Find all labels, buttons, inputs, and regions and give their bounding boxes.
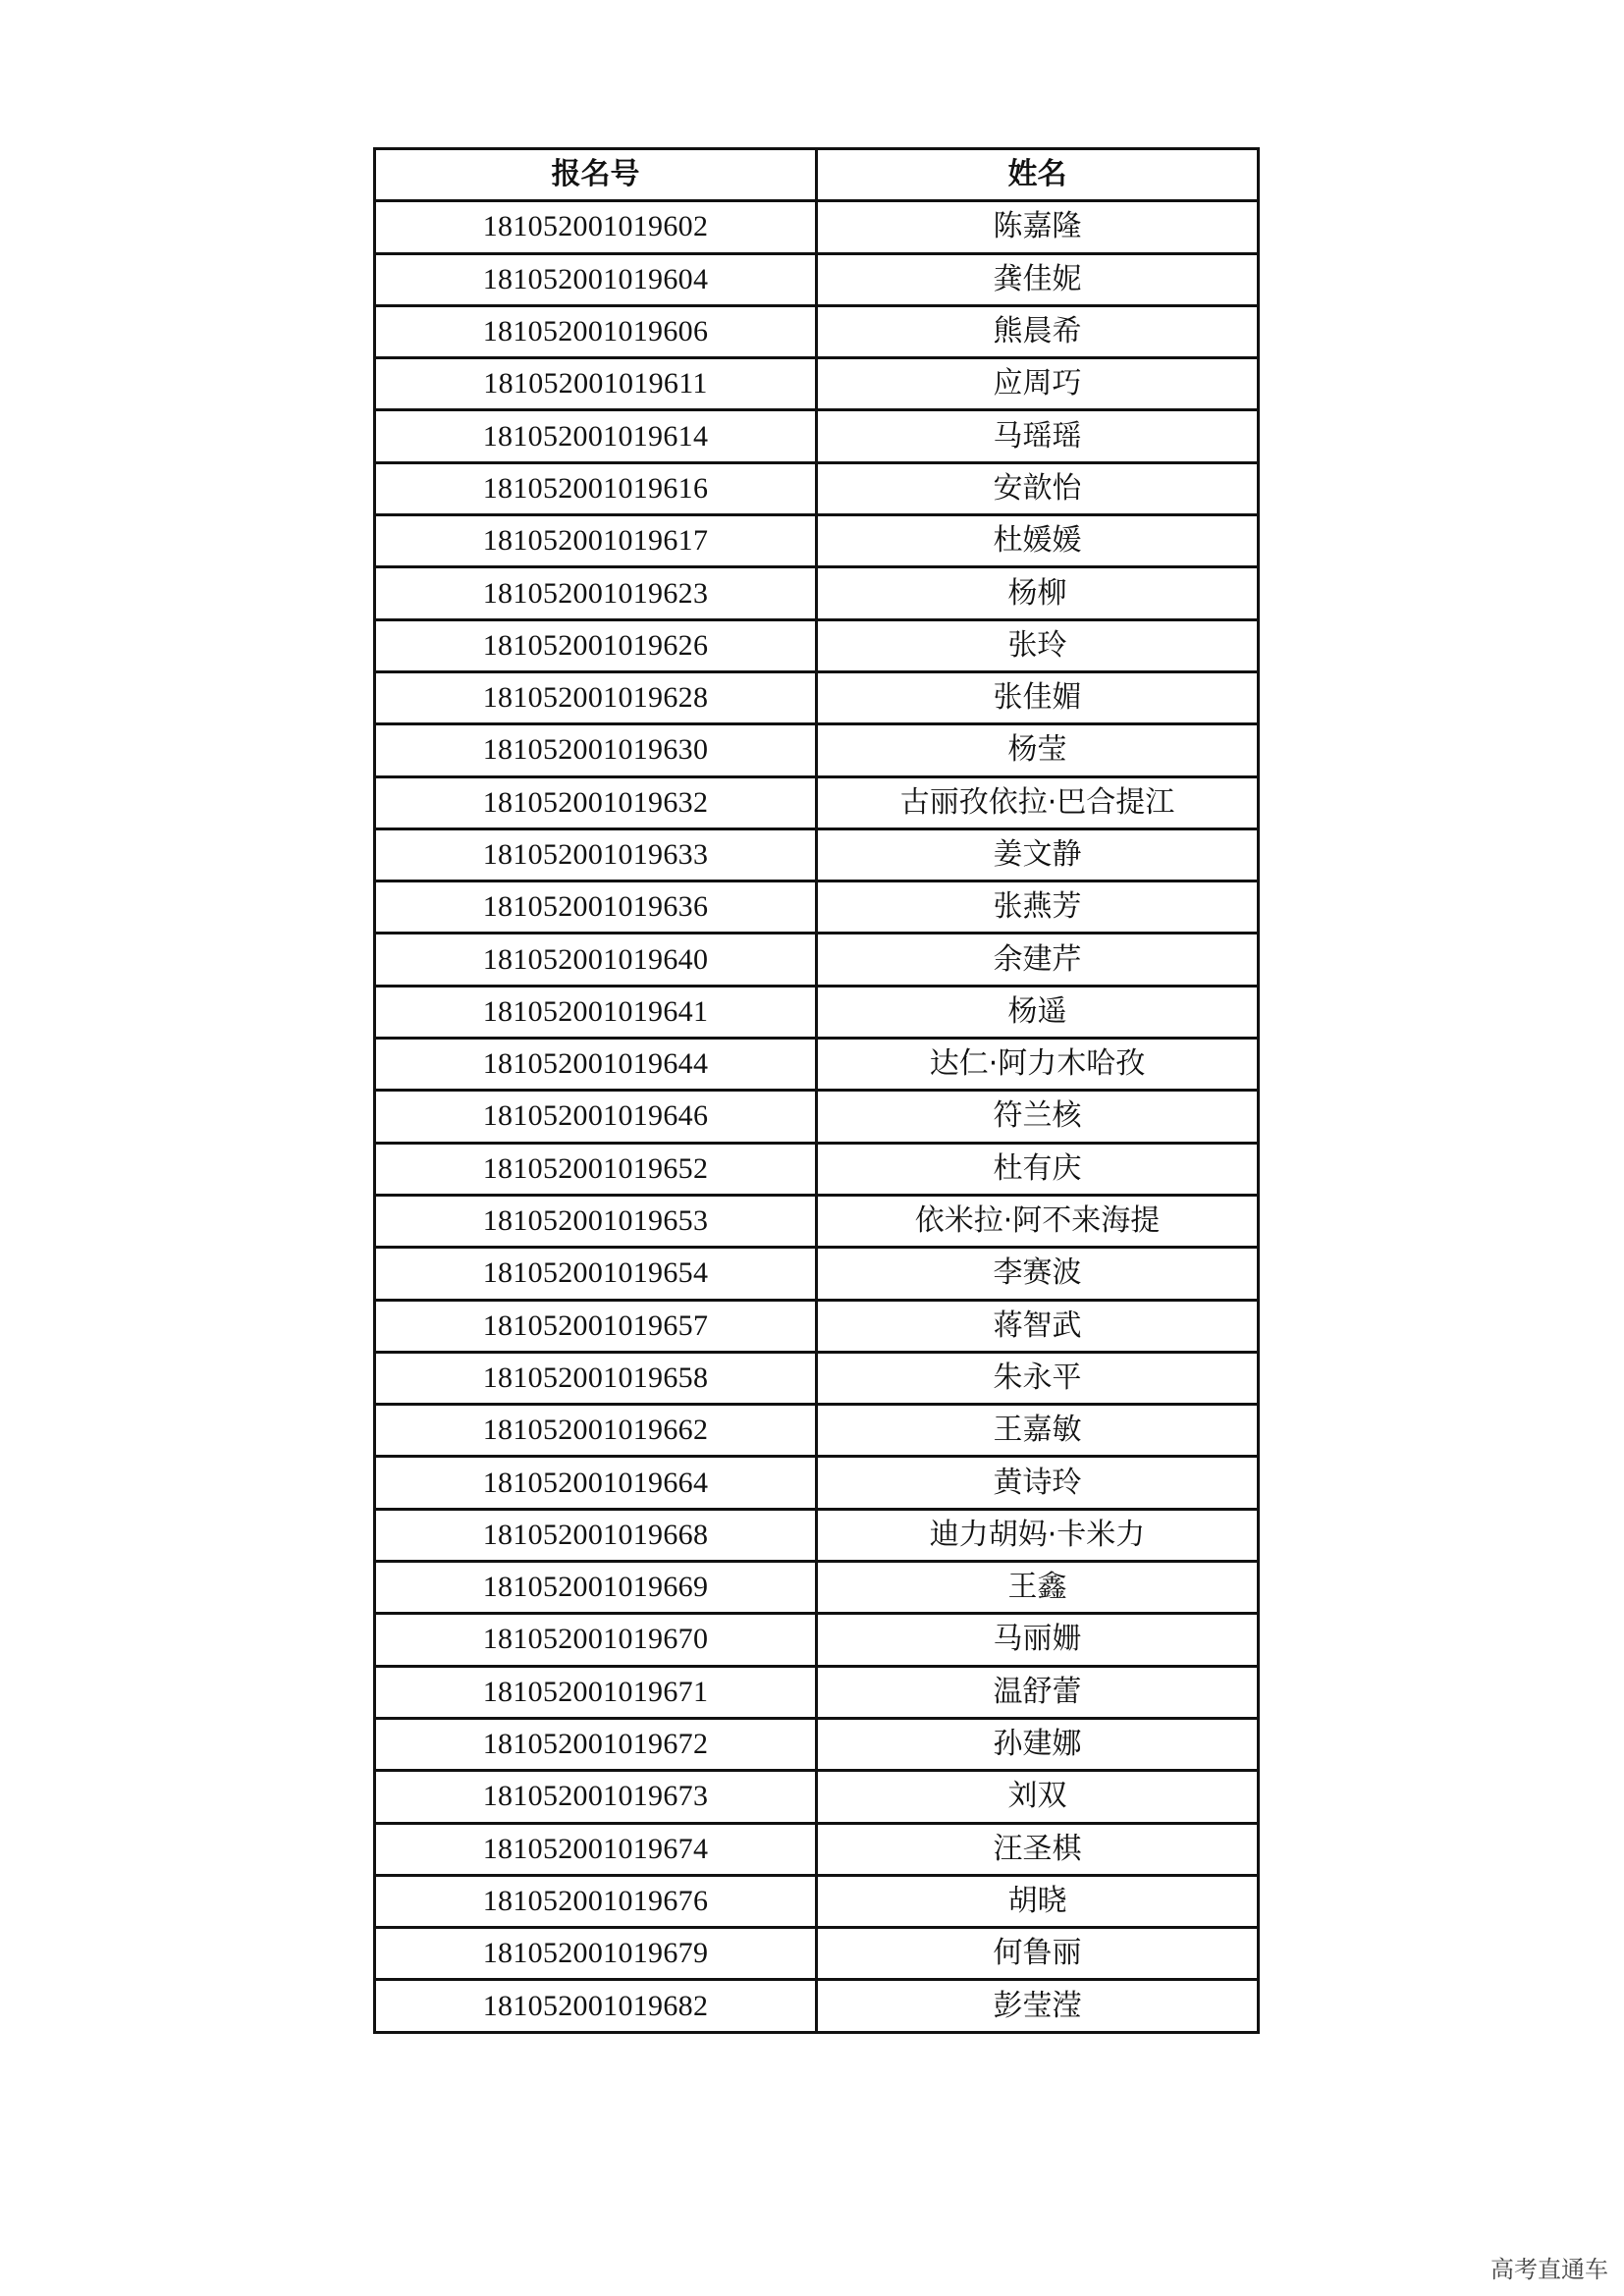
registration-number-cell: 181052001019640 — [375, 934, 817, 986]
registration-number-cell: 181052001019626 — [375, 619, 817, 671]
name-cell: 温舒蕾 — [817, 1666, 1259, 1718]
registration-number-cell: 181052001019616 — [375, 462, 817, 514]
name-cell: 姜文静 — [817, 828, 1259, 881]
table-row — [375, 1457, 1259, 1509]
table-row — [375, 410, 1259, 462]
registration-number-cell: 181052001019623 — [375, 567, 817, 619]
table-row — [375, 1143, 1259, 1195]
name-cell: 马瑶瑶 — [817, 410, 1259, 462]
name-cell: 古丽孜依拉·巴合提江 — [817, 776, 1259, 828]
name-cell: 王嘉敏 — [817, 1405, 1259, 1457]
table-row — [375, 305, 1259, 357]
name-cell: 杜媛媛 — [817, 515, 1259, 567]
table-row — [375, 1666, 1259, 1718]
table-row — [375, 724, 1259, 776]
table-row — [375, 515, 1259, 567]
table-row — [375, 881, 1259, 934]
name-cell: 陈嘉隆 — [817, 201, 1259, 253]
registration-number-cell: 181052001019646 — [375, 1091, 817, 1143]
table-header-row — [375, 149, 1259, 201]
table-row — [375, 1718, 1259, 1770]
registration-number-cell: 181052001019604 — [375, 253, 817, 305]
table-row — [375, 462, 1259, 514]
name-cell: 杨遥 — [817, 986, 1259, 1038]
name-cell: 汪圣棋 — [817, 1823, 1259, 1875]
name-cell: 杨柳 — [817, 567, 1259, 619]
registration-number-cell: 181052001019676 — [375, 1875, 817, 1927]
registration-number-cell: 181052001019628 — [375, 671, 817, 723]
table-row — [375, 358, 1259, 410]
registration-number-cell: 181052001019673 — [375, 1771, 817, 1823]
name-cell: 朱永平 — [817, 1352, 1259, 1404]
table-row — [375, 1195, 1259, 1247]
watermark-text: 高考直通车 — [1490, 2256, 1608, 2283]
name-cell: 王鑫 — [817, 1562, 1259, 1614]
registration-number-cell: 181052001019636 — [375, 881, 817, 934]
name-cell: 蒋智武 — [817, 1300, 1259, 1352]
registration-number-cell: 181052001019630 — [375, 724, 817, 776]
registration-number-cell: 181052001019617 — [375, 515, 817, 567]
table-row — [375, 1405, 1259, 1457]
name-cell: 张燕芳 — [817, 881, 1259, 934]
table-row — [375, 986, 1259, 1038]
name-cell: 龚佳妮 — [817, 253, 1259, 305]
table-row — [375, 201, 1259, 253]
table-row — [375, 776, 1259, 828]
name-cell: 黄诗玲 — [817, 1457, 1259, 1509]
registration-number-cell: 181052001019633 — [375, 828, 817, 881]
table-row — [375, 1300, 1259, 1352]
table-row — [375, 1039, 1259, 1091]
table-row — [375, 934, 1259, 986]
name-cell: 何鲁丽 — [817, 1928, 1259, 1980]
table-row — [375, 1771, 1259, 1823]
name-cell: 彭莹滢 — [817, 1980, 1259, 2032]
registration-number-cell: 181052001019606 — [375, 305, 817, 357]
name-cell: 符兰核 — [817, 1091, 1259, 1143]
registration-number-cell: 181052001019658 — [375, 1352, 817, 1404]
roster-table — [373, 147, 1260, 2034]
table-row — [375, 671, 1259, 723]
registration-number-cell: 181052001019657 — [375, 1300, 817, 1352]
name-cell: 应周巧 — [817, 358, 1259, 410]
registration-number-cell: 181052001019674 — [375, 1823, 817, 1875]
table-row — [375, 1980, 1259, 2032]
table-row — [375, 1823, 1259, 1875]
registration-number-cell: 181052001019664 — [375, 1457, 817, 1509]
registration-number-cell: 181052001019641 — [375, 986, 817, 1038]
header-name: 姓名 — [817, 149, 1259, 201]
table-row — [375, 253, 1259, 305]
name-cell: 马丽姗 — [817, 1614, 1259, 1666]
table-row — [375, 567, 1259, 619]
table-body — [375, 201, 1259, 2032]
table-row — [375, 828, 1259, 881]
header-registration-number: 报名号 — [375, 149, 817, 201]
table-row — [375, 1091, 1259, 1143]
name-cell: 余建芹 — [817, 934, 1259, 986]
name-cell: 张玲 — [817, 619, 1259, 671]
name-cell: 刘双 — [817, 1771, 1259, 1823]
table-row — [375, 1614, 1259, 1666]
name-cell: 张佳媚 — [817, 671, 1259, 723]
registration-number-cell: 181052001019669 — [375, 1562, 817, 1614]
registration-number-cell: 181052001019672 — [375, 1718, 817, 1770]
registration-number-cell: 181052001019679 — [375, 1928, 817, 1980]
name-cell: 胡晓 — [817, 1875, 1259, 1927]
table-row — [375, 1562, 1259, 1614]
name-cell: 依米拉·阿不来海提 — [817, 1195, 1259, 1247]
registration-number-cell: 181052001019682 — [375, 1980, 817, 2032]
name-cell: 李赛波 — [817, 1248, 1259, 1300]
registration-number-cell: 181052001019662 — [375, 1405, 817, 1457]
table-row — [375, 1875, 1259, 1927]
registration-number-cell: 181052001019644 — [375, 1039, 817, 1091]
name-cell: 孙建娜 — [817, 1718, 1259, 1770]
name-cell: 安歆怡 — [817, 462, 1259, 514]
name-cell: 杜有庆 — [817, 1143, 1259, 1195]
name-cell: 熊晨希 — [817, 305, 1259, 357]
registration-number-cell: 181052001019671 — [375, 1666, 817, 1718]
table-row — [375, 1352, 1259, 1404]
name-cell: 迪力胡妈·卡米力 — [817, 1509, 1259, 1561]
registration-number-cell: 181052001019654 — [375, 1248, 817, 1300]
registration-number-cell: 181052001019614 — [375, 410, 817, 462]
table-row — [375, 1928, 1259, 1980]
registration-number-cell: 181052001019652 — [375, 1143, 817, 1195]
registration-number-cell: 181052001019668 — [375, 1509, 817, 1561]
table-row — [375, 1509, 1259, 1561]
registration-number-cell: 181052001019632 — [375, 776, 817, 828]
table-row — [375, 619, 1259, 671]
registration-number-cell: 181052001019670 — [375, 1614, 817, 1666]
registration-number-cell: 181052001019653 — [375, 1195, 817, 1247]
name-cell: 达仁·阿力木哈孜 — [817, 1039, 1259, 1091]
registration-number-cell: 181052001019602 — [375, 201, 817, 253]
table-row — [375, 1248, 1259, 1300]
name-cell: 杨莹 — [817, 724, 1259, 776]
registration-number-cell: 181052001019611 — [375, 358, 817, 410]
